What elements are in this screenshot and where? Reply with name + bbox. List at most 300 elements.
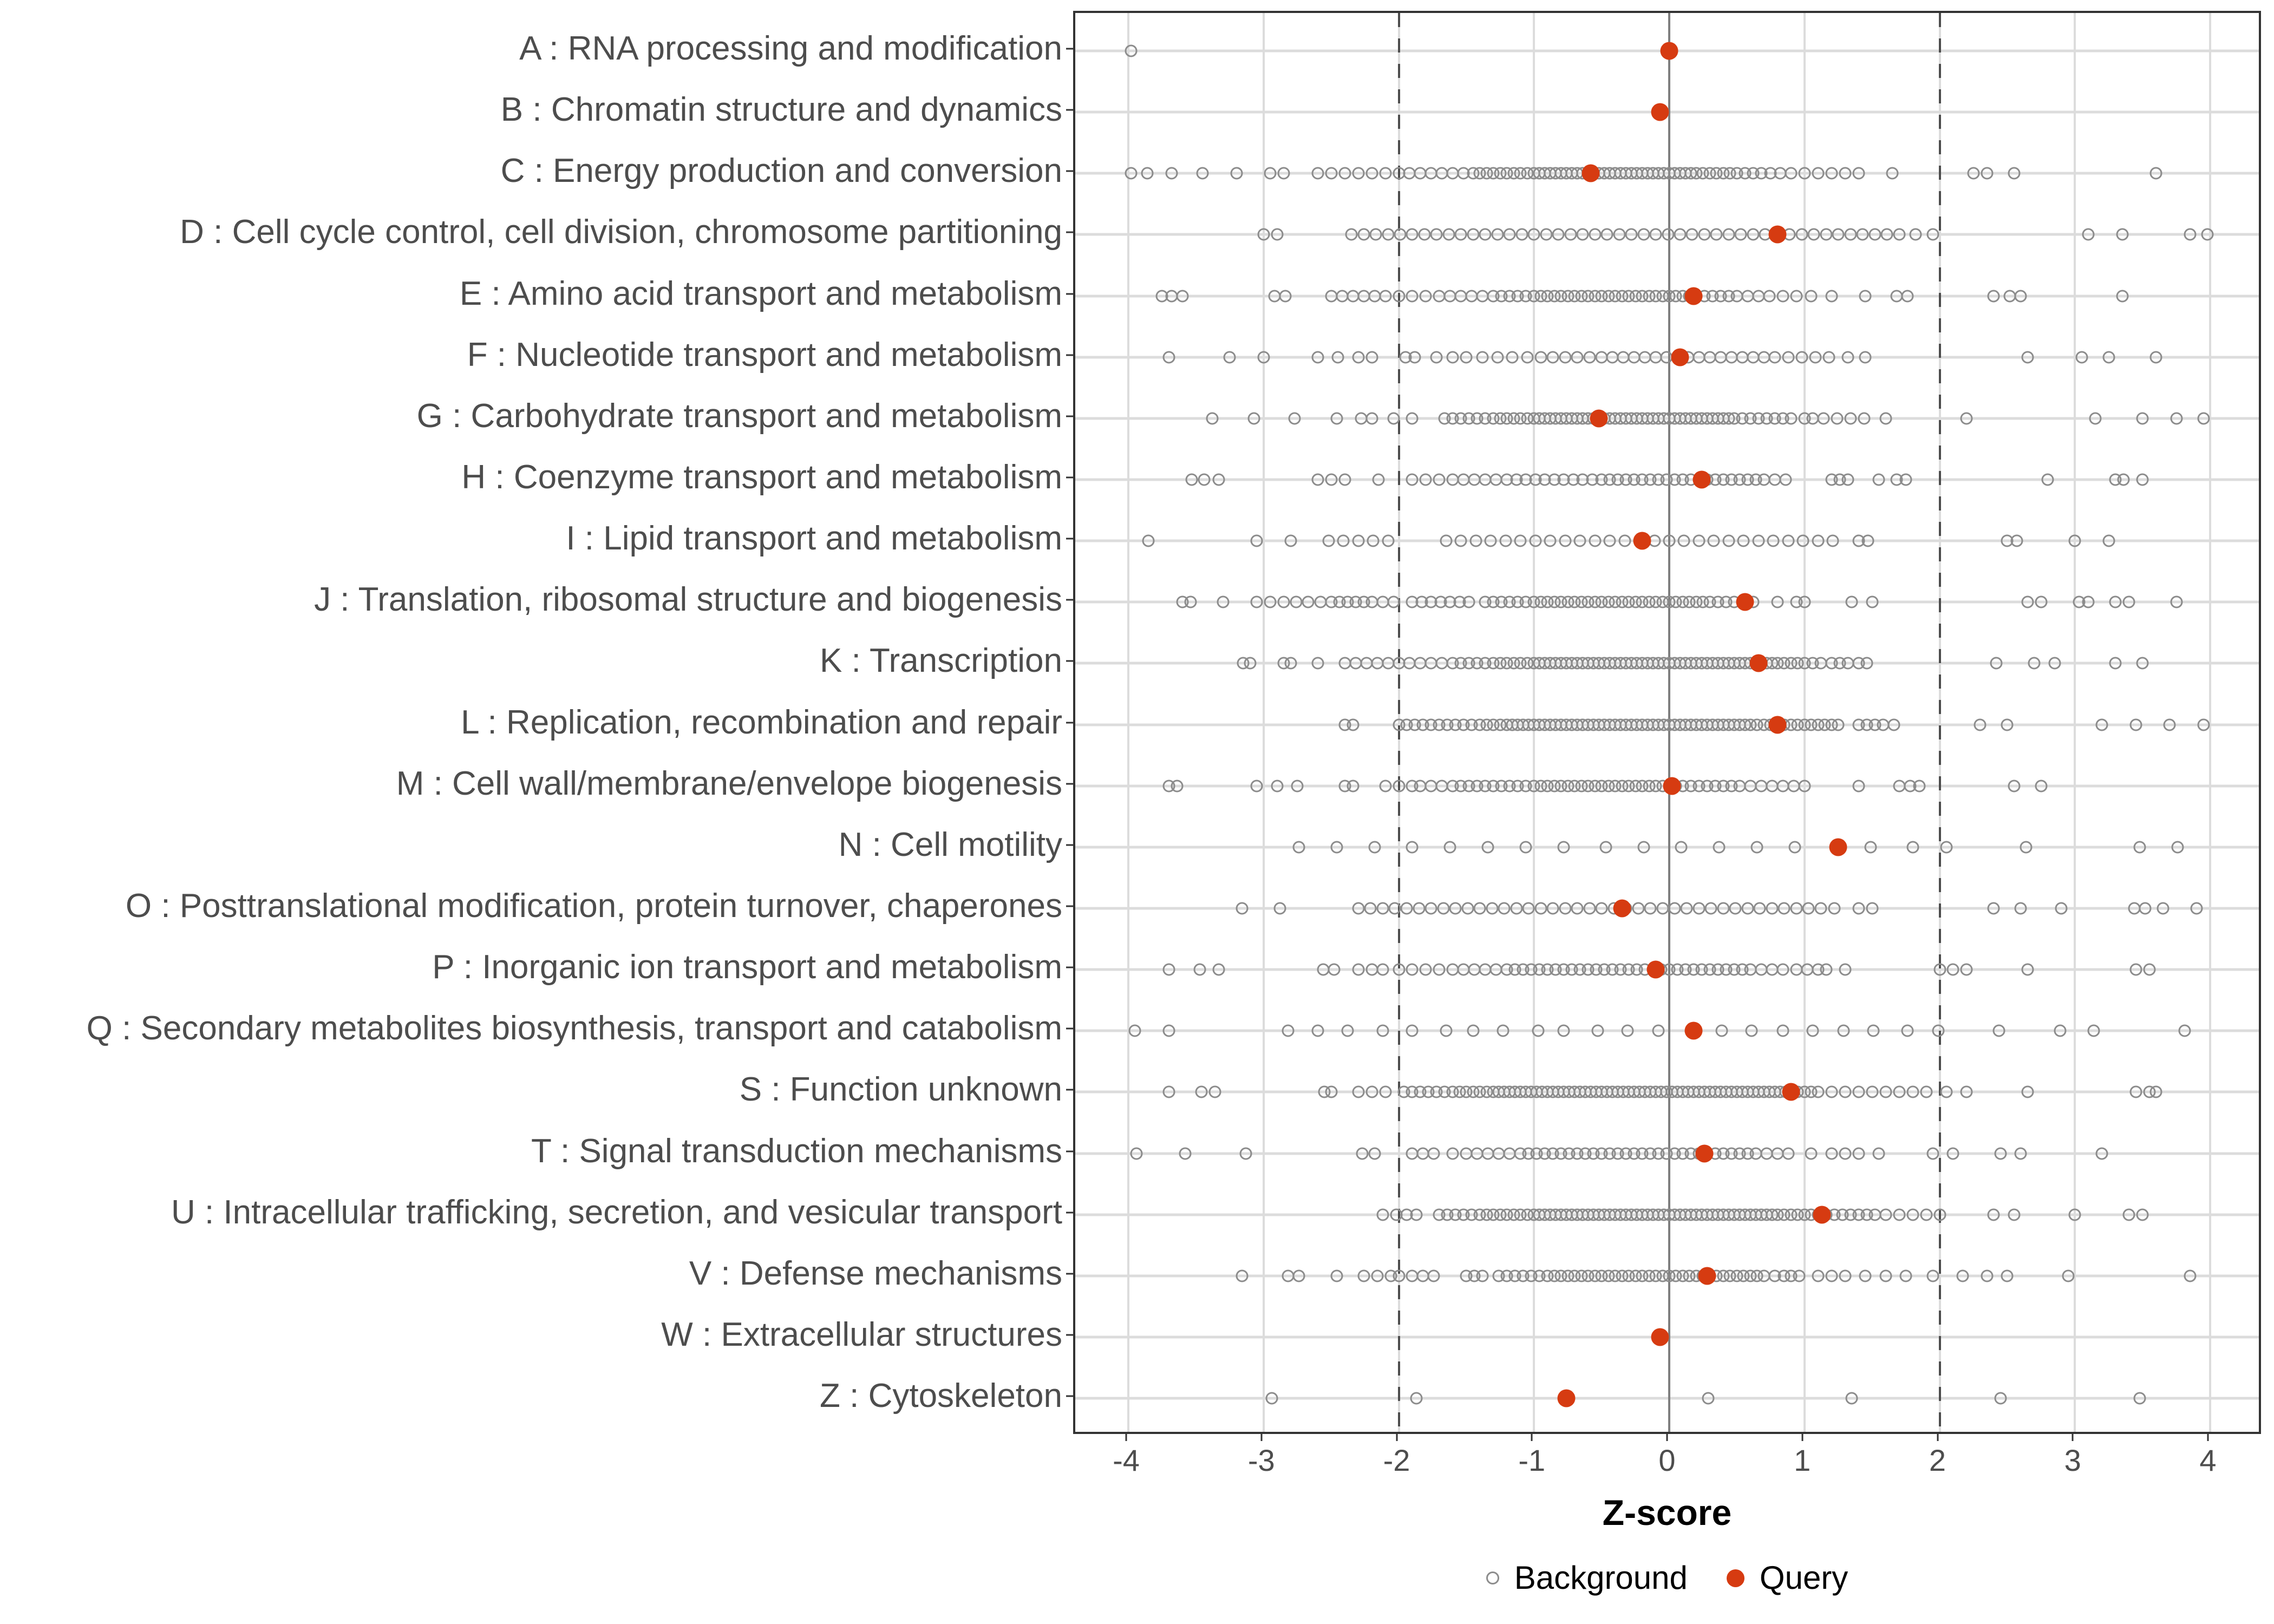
background-point [1162, 1086, 1175, 1098]
background-point [1650, 228, 1662, 241]
background-point [1379, 290, 1391, 302]
background-point [1717, 902, 1729, 914]
background-point [1498, 902, 1511, 914]
query-point [1590, 409, 1608, 427]
category-label: L : Replication, recombination and repair [461, 703, 1062, 741]
background-point [1485, 535, 1497, 547]
background-point [1271, 228, 1283, 241]
background-point [1506, 351, 1519, 363]
category-label: Q : Secondary metabolites biosynthesis, transport and catabolism [86, 1010, 1062, 1047]
category-label: D : Cell cycle control, cell division, chromosome partitioning [180, 213, 1062, 251]
background-point [1534, 351, 1547, 363]
background-point [1893, 1086, 1905, 1098]
background-point [1879, 1269, 1892, 1282]
background-point [1793, 1269, 1805, 1282]
background-point [1352, 902, 1364, 914]
background-point [1401, 902, 1413, 914]
background-point [1382, 535, 1394, 547]
background-point [1514, 535, 1527, 547]
background-point [1844, 228, 1857, 241]
background-point [1365, 167, 1378, 180]
background-point [1961, 1086, 1973, 1098]
background-point [2116, 290, 2128, 302]
background-point [2048, 657, 2061, 670]
background-point [1879, 412, 1892, 424]
background-point [1347, 780, 1359, 792]
background-point [1534, 902, 1547, 914]
background-point [2010, 535, 2023, 547]
background-point [1776, 964, 1789, 976]
background-point [1795, 351, 1808, 363]
background-point [2134, 841, 2146, 853]
background-point [1430, 228, 1443, 241]
background-point [1236, 1269, 1248, 1282]
background-point [2001, 1269, 2014, 1282]
background-point [1860, 657, 1873, 670]
background-point [1852, 902, 1865, 914]
background-point [1284, 535, 1297, 547]
gridline-vertical [1263, 13, 1265, 1432]
background-point [1831, 412, 1843, 424]
gridline-vertical [1127, 13, 1129, 1432]
y-tick-mark [1066, 1334, 1073, 1335]
background-point [1486, 902, 1498, 914]
background-point [1311, 473, 1324, 486]
background-point [1476, 1269, 1489, 1282]
background-point [1467, 1025, 1479, 1037]
background-point [1927, 1269, 1939, 1282]
background-point [1994, 1392, 2007, 1405]
background-point [1528, 228, 1540, 241]
background-point [1693, 535, 1705, 547]
background-point [1368, 841, 1381, 853]
background-point [1881, 228, 1893, 241]
y-tick-mark [1066, 293, 1073, 294]
query-point [1736, 593, 1754, 611]
background-point [1387, 412, 1400, 424]
background-point [1482, 841, 1494, 853]
gridline-horizontal [1075, 846, 2259, 848]
background-point [1866, 902, 1878, 914]
category-label: K : Transcription [820, 642, 1062, 680]
background-point [1663, 535, 1676, 547]
background-point [1444, 841, 1456, 853]
background-point [1406, 290, 1419, 302]
background-point [2129, 1086, 2142, 1098]
background-point [1273, 902, 1286, 914]
background-point [2015, 290, 2027, 302]
background-point [1352, 1086, 1364, 1098]
background-point [1370, 228, 1382, 241]
gridline-vertical [2209, 13, 2211, 1432]
background-point [1789, 841, 1801, 853]
background-point [1747, 228, 1759, 241]
background-point [1406, 473, 1419, 486]
background-point [1467, 228, 1479, 241]
background-point [1125, 167, 1137, 180]
background-point [1352, 535, 1364, 547]
y-tick-mark [1066, 1273, 1073, 1274]
background-point [1571, 351, 1584, 363]
background-point [2008, 780, 2020, 792]
background-point [1248, 412, 1260, 424]
background-point [1825, 1147, 1838, 1160]
background-point [1162, 964, 1175, 976]
background-point [2035, 596, 2047, 608]
background-point [2143, 964, 2155, 976]
background-point [1558, 841, 1570, 853]
background-point [1637, 841, 1650, 853]
background-point [1693, 902, 1705, 914]
filled-circle-icon [1727, 1569, 1744, 1587]
background-point [1812, 535, 1824, 547]
background-point [1437, 902, 1449, 914]
background-point [1171, 780, 1183, 792]
background-point [1347, 718, 1359, 731]
background-point [2062, 1269, 2074, 1282]
x-tick-label: -3 [1247, 1443, 1275, 1477]
y-tick-mark [1066, 660, 1073, 662]
background-point [1420, 964, 1432, 976]
x-tick-label: 0 [1658, 1443, 1676, 1477]
background-point [1195, 1086, 1207, 1098]
category-label: O : Posttranslational modification, protein turnover, chaperones [125, 887, 1062, 925]
background-point [1601, 228, 1613, 241]
background-point [1754, 902, 1766, 914]
query-point [1684, 287, 1702, 305]
query-point [1768, 716, 1786, 734]
background-point [1686, 228, 1698, 241]
category-label: U : Intracellular trafficking, secretion, and vesicular transport [171, 1193, 1062, 1231]
background-point [1901, 290, 1913, 302]
background-point [2164, 718, 2176, 731]
background-point [2102, 351, 2115, 363]
background-point [2102, 535, 2115, 547]
background-point [2001, 718, 2014, 731]
query-point [1813, 1206, 1831, 1223]
background-point [1839, 1086, 1851, 1098]
background-point [1292, 1269, 1305, 1282]
background-point [1406, 1025, 1419, 1037]
background-point [1418, 228, 1430, 241]
y-tick-mark [1066, 415, 1073, 417]
background-point [1194, 964, 1206, 976]
y-tick-mark [1066, 722, 1073, 723]
background-point [1455, 228, 1467, 241]
background-point [1162, 351, 1175, 363]
background-point [2197, 718, 2210, 731]
category-label: S : Function unknown [739, 1071, 1062, 1109]
background-point [1184, 596, 1197, 608]
x-tick-label: 2 [1929, 1443, 1946, 1477]
category-label: F : Nucleotide transport and metabolism [467, 336, 1062, 374]
background-point [1330, 412, 1343, 424]
background-point [1311, 1025, 1324, 1037]
background-point [1571, 902, 1584, 914]
background-point [1208, 1086, 1221, 1098]
y-tick-mark [1066, 48, 1073, 50]
background-point [1544, 535, 1557, 547]
query-point [1647, 961, 1665, 979]
background-point [1376, 1208, 1389, 1221]
category-label: I : Lipid transport and metabolism [566, 520, 1062, 558]
category-label: J : Translation, ribosomal structure and biogenesis [314, 581, 1062, 619]
background-point [1906, 1086, 1919, 1098]
background-point [1368, 1147, 1381, 1160]
background-point [1795, 228, 1808, 241]
background-point [2020, 841, 2033, 853]
background-point [1812, 1269, 1824, 1282]
background-point [1469, 535, 1482, 547]
background-point [1186, 473, 1198, 486]
background-point [1967, 167, 1979, 180]
background-point [1589, 228, 1601, 241]
background-point [1735, 228, 1747, 241]
background-point [1559, 351, 1571, 363]
background-point [1852, 1086, 1865, 1098]
background-point [1373, 473, 1385, 486]
background-point [2075, 351, 2088, 363]
background-point [2150, 351, 2162, 363]
background-point [1820, 228, 1832, 241]
background-point [1476, 351, 1489, 363]
background-point [1410, 1208, 1422, 1221]
background-point [1825, 290, 1838, 302]
background-point [1428, 1147, 1440, 1160]
background-point [1698, 228, 1710, 241]
background-point [1988, 902, 2000, 914]
background-point [2008, 167, 2020, 180]
background-point [1705, 902, 1717, 914]
background-point [2136, 657, 2149, 670]
background-point [1737, 535, 1750, 547]
background-point [1866, 1086, 1878, 1098]
query-point [1768, 226, 1786, 244]
background-point [2028, 657, 2041, 670]
background-point [1367, 535, 1380, 547]
background-point [1827, 535, 1839, 547]
category-label: W : Extracellular structures [661, 1315, 1062, 1353]
background-point [2109, 596, 2122, 608]
y-tick-mark [1066, 783, 1073, 784]
background-point [1406, 228, 1419, 241]
background-point [1790, 290, 1802, 302]
background-point [1406, 412, 1419, 424]
background-point [1406, 964, 1419, 976]
background-point [2015, 1147, 2027, 1160]
background-point [1766, 902, 1778, 914]
background-point [1722, 535, 1735, 547]
category-label: M : Cell wall/membrane/envelope biogenesis [396, 764, 1062, 802]
background-point [1442, 228, 1455, 241]
background-point [1812, 1086, 1824, 1098]
background-point [1338, 167, 1351, 180]
background-point [1906, 841, 1919, 853]
category-label: A : RNA processing and modification [519, 30, 1062, 67]
background-point [1264, 167, 1277, 180]
background-point [1782, 1147, 1794, 1160]
background-point [1463, 596, 1475, 608]
background-point [1440, 535, 1452, 547]
y-tick-mark [1066, 171, 1073, 172]
x-tick-mark [2072, 1434, 2074, 1441]
background-point [1751, 841, 1763, 853]
background-point [1802, 902, 1815, 914]
query-point [1684, 1022, 1702, 1040]
background-point [1583, 351, 1596, 363]
background-point [1879, 1086, 1892, 1098]
x-tick-mark [1396, 1434, 1397, 1441]
background-point [1637, 228, 1650, 241]
background-point [1257, 228, 1270, 241]
background-point [1893, 228, 1905, 241]
background-point [1901, 1025, 1913, 1037]
query-point [1582, 165, 1600, 182]
background-point [2035, 780, 2047, 792]
background-point [1675, 841, 1688, 853]
background-point [1365, 412, 1378, 424]
background-point [1990, 657, 2003, 670]
background-point [1230, 167, 1243, 180]
category-label: P : Inorganic ion transport and metabolism [432, 948, 1062, 986]
background-point [1206, 412, 1218, 424]
background-point [1841, 473, 1854, 486]
background-point [2136, 473, 2149, 486]
background-point [1130, 1147, 1142, 1160]
background-point [1540, 228, 1552, 241]
background-point [1291, 780, 1304, 792]
background-point [1577, 228, 1589, 241]
background-point [1839, 1269, 1851, 1282]
background-point [1325, 1086, 1337, 1098]
legend-item [1727, 1559, 1848, 1597]
background-point [1933, 1208, 1946, 1221]
background-point [1311, 351, 1324, 363]
background-point [1678, 535, 1690, 547]
x-tick-label: -2 [1383, 1443, 1410, 1477]
background-point [1357, 228, 1370, 241]
category-label: Z : Cytoskeleton [820, 1377, 1062, 1415]
background-point [1141, 167, 1153, 180]
background-point [2157, 902, 2169, 914]
background-point [1859, 290, 1872, 302]
background-point [1278, 596, 1290, 608]
background-point [1838, 1025, 1850, 1037]
background-point [2191, 902, 2203, 914]
background-point [1940, 841, 1952, 853]
background-point [1798, 167, 1811, 180]
y-tick-mark [1066, 1212, 1073, 1213]
background-point [1198, 473, 1210, 486]
background-point [1841, 351, 1854, 363]
background-point [1474, 902, 1486, 914]
background-point [1491, 351, 1504, 363]
background-point [1852, 167, 1865, 180]
background-point [1552, 228, 1565, 241]
background-point [1933, 964, 1946, 976]
background-point [1779, 473, 1792, 486]
background-point [2021, 596, 2034, 608]
background-point [1364, 902, 1377, 914]
category-label: E : Amino acid transport and metabolism [459, 274, 1062, 312]
background-point [1825, 1086, 1838, 1098]
background-point [1713, 841, 1726, 853]
background-point [2082, 228, 2095, 241]
background-point [1708, 535, 1720, 547]
category-label: V : Defense mechanisms [689, 1254, 1062, 1292]
background-point [1852, 1147, 1865, 1160]
background-point [1393, 964, 1405, 976]
query-point [1829, 838, 1847, 856]
background-point [1710, 228, 1723, 241]
background-point [1532, 1025, 1544, 1037]
background-point [2069, 1208, 2081, 1221]
background-point [1142, 535, 1155, 547]
background-point [1433, 473, 1446, 486]
background-point [1387, 596, 1400, 608]
background-point [1846, 596, 1858, 608]
background-point [1900, 1269, 1912, 1282]
query-point [1698, 1267, 1716, 1285]
background-point [1846, 1392, 1858, 1405]
background-point [1328, 964, 1340, 976]
background-point [1389, 902, 1401, 914]
background-point [1771, 596, 1783, 608]
background-point [1613, 228, 1625, 241]
x-tick-mark [1801, 1434, 1803, 1441]
background-point [1828, 902, 1840, 914]
background-point [1920, 1086, 1932, 1098]
background-point [1591, 1025, 1604, 1037]
background-point [1325, 167, 1337, 180]
y-tick-mark [1066, 476, 1073, 478]
background-point [1244, 657, 1256, 670]
background-point [1866, 596, 1878, 608]
query-point [1633, 532, 1651, 550]
background-point [1357, 1269, 1370, 1282]
background-point [1356, 1147, 1369, 1160]
x-tick-label: -4 [1113, 1443, 1140, 1477]
x-tick-mark [1531, 1434, 1533, 1441]
background-point [1767, 535, 1780, 547]
background-point [1365, 1086, 1378, 1098]
y-tick-mark [1066, 109, 1073, 111]
background-point [1522, 902, 1535, 914]
gridline-horizontal [1075, 1397, 2259, 1400]
background-point [2170, 596, 2182, 608]
background-point [1409, 351, 1421, 363]
background-point [2021, 1086, 2034, 1098]
background-point [1825, 1269, 1838, 1282]
background-point [1332, 351, 1344, 363]
background-point [2021, 351, 2034, 363]
x-tick-label: 3 [2064, 1443, 2081, 1477]
background-point [1862, 535, 1874, 547]
background-point [1981, 167, 1993, 180]
background-point [1311, 167, 1324, 180]
background-point [1265, 1392, 1278, 1405]
background-point [1352, 964, 1364, 976]
background-point [1510, 902, 1522, 914]
x-tick-mark [2207, 1434, 2209, 1441]
background-point [1797, 535, 1809, 547]
background-point [1722, 228, 1735, 241]
background-point [1311, 657, 1324, 670]
background-point [1752, 535, 1765, 547]
background-point [2150, 167, 2162, 180]
background-point [1179, 1147, 1191, 1160]
background-point [2150, 1086, 2162, 1098]
